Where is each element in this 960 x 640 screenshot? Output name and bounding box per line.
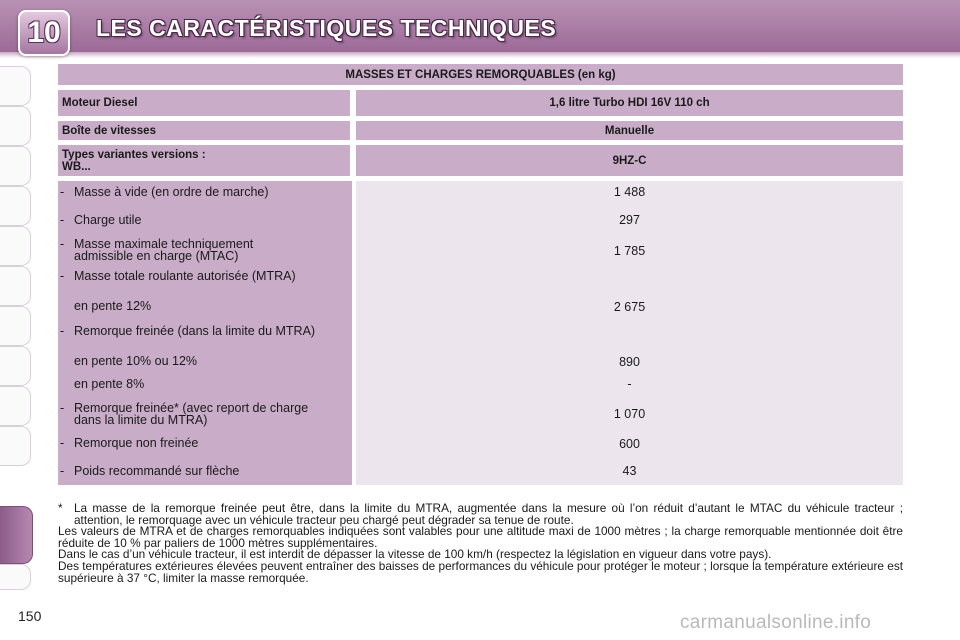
engine-label: Moteur Diesel (58, 90, 350, 116)
table-row-label: - Masse totale roulante autorisée (MTRA) (60, 269, 296, 283)
table-row-label: - Masse maximale techniquement admissible en charge (MTAC) (60, 237, 254, 263)
watermark: carmanualsonline.info (680, 612, 872, 633)
table-row-value: 600 (619, 437, 640, 451)
footnote: * La masse de la remorque freinée peut être, dans la limite du MTRA, augmentée dans la mesure où l’on réduit d’autant le MTAC du véhicule tracteur ; attention, le remorquage avec un véhicule tracteur peu chargé peut dégrader sa tenue de route. (58, 501, 903, 527)
table-row-value: 1 488 (613, 185, 646, 199)
gearbox-label: Boîte de vitesses (58, 121, 350, 140)
chapter-tab-1[interactable] (0, 66, 31, 106)
gearbox-value: Manuelle (356, 121, 903, 140)
table-row-label: en pente 10% ou 12% (74, 354, 198, 368)
chapter-tab-2[interactable] (0, 106, 31, 146)
engine-value: 1,6 litre Turbo HDI 16V 110 ch (356, 90, 903, 116)
table-row-label: - Remorque freinée* (avec report de charge dans la limite du MTRA) (60, 401, 309, 427)
note-paragraph: Les valeurs de MTRA et de charges remorquables indiquées sont valables pour une altitude maxi de 1000 mètres ; la charge remorquable mentionnée doit être réduite de 10 % par paliers de 1000 mètres supplémentaires. (58, 524, 903, 550)
table-row-value: 297 (619, 213, 640, 227)
variants-value: 9HZ-C (356, 145, 903, 176)
variants-label-line1: Types variantes versions : (62, 148, 206, 161)
table-row-label: - Poids recommandé sur flèche (60, 464, 240, 478)
chapter-tab-3[interactable] (0, 146, 31, 186)
table-row-value: 890 (619, 355, 640, 369)
chapter-tab-9[interactable] (0, 386, 31, 426)
chapter-badge: 10 (18, 10, 70, 56)
table-row-value: 2 675 (613, 300, 646, 314)
table-title: MASSES ET CHARGES REMORQUABLES (en kg) (58, 64, 903, 85)
page-number: 150 (18, 608, 42, 624)
table-row-label: en pente 12% (74, 299, 152, 313)
table-row-value: 1 070 (613, 407, 646, 421)
chapter-tab-active[interactable] (0, 506, 33, 564)
table-row-label: - Remorque non freinée (60, 436, 199, 450)
note-paragraph: Des températures extérieures élevées peuvent entraîner des baisses de performances du véhicule pour protéger le moteur ; lorsque la température extérieure est supérieure à 37 °C, limiter la masse remorquée. (58, 558, 903, 585)
variants-label (58, 145, 350, 176)
notes (58, 503, 903, 584)
table-row-value: - (627, 377, 632, 391)
chapter-tab-10[interactable] (0, 426, 31, 466)
chapter-tab-12[interactable] (0, 564, 31, 590)
chapter-tab-7[interactable] (0, 306, 31, 346)
note-paragraph: Dans le cas d’un véhicule tracteur, il est interdit de dépasser la vitesse de 100 km/h (respectez la législation en vigueur dans votre pays). (58, 547, 772, 562)
table-row-value: 1 785 (613, 244, 646, 258)
table-row-label: - Charge utile (60, 213, 142, 227)
table-row-value: 43 (622, 464, 637, 478)
table-row-label: - Remorque freinée (dans la limite du MTRA) (60, 324, 316, 338)
table-row-label: - Masse à vide (en ordre de marche) (60, 185, 269, 199)
variants-label-line2: WB... (62, 160, 91, 173)
chapter-tab-8[interactable] (0, 346, 31, 386)
table-row-label: en pente 8% (74, 377, 145, 391)
chapter-tab-4[interactable] (0, 186, 31, 226)
chapter-tab-5[interactable] (0, 226, 31, 266)
chapter-tab-6[interactable] (0, 266, 31, 306)
page-title: LES CARACTÉRISTIQUES TECHNIQUES (96, 15, 557, 41)
